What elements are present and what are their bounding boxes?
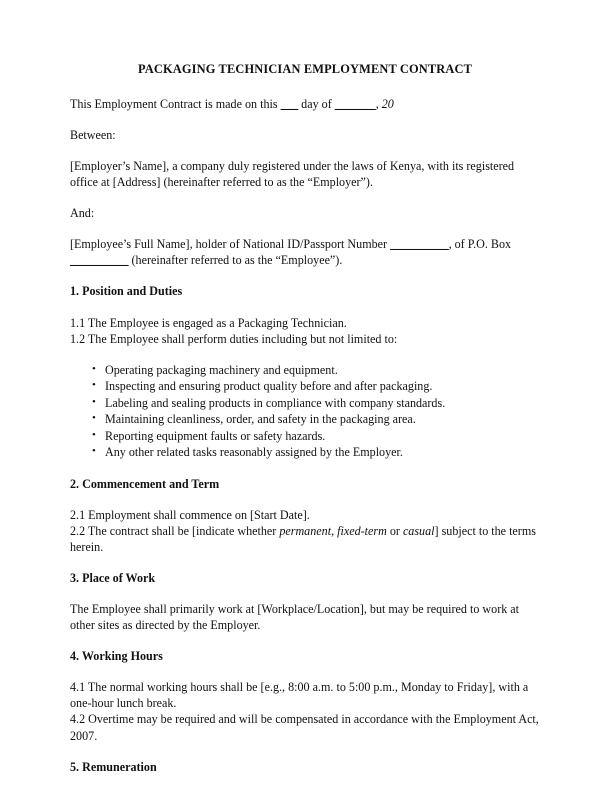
intro-month-blank: _______	[334, 96, 376, 111]
term-type-permanent: permanent	[279, 523, 332, 538]
page-title: PACKAGING TECHNICIAN EMPLOYMENT CONTRACT	[137, 62, 473, 76]
employee-party-paragraph	[70, 236, 540, 268]
section-heading-place-of-work: 3. Place of Work	[70, 570, 156, 585]
section-heading-commencement-and-term: 2. Commencement and Term	[70, 476, 220, 491]
employee-pobox-blank: __________	[70, 253, 129, 268]
clause-2-2-part2: ,	[331, 523, 338, 538]
section-1-clauses	[70, 315, 540, 347]
intro-year: 20	[381, 96, 394, 111]
intro-day-blank: ___	[280, 96, 299, 111]
list-item: • Inspecting and ensuring product quality before and after packaging.	[70, 378, 540, 395]
term-type-casual: casual	[402, 523, 435, 538]
intro-middle: day of	[298, 96, 335, 111]
section-4-clauses	[70, 679, 540, 743]
clause-2-1: 2.1 Employment shall commence on [Start Date].	[70, 507, 310, 522]
employee-id-blank: __________	[390, 237, 449, 252]
list-item: • Operating packaging machinery and equipment.	[70, 362, 540, 379]
clause-2-2-part4: ] subject to the terms herein.	[70, 523, 536, 554]
clause-4-2: 4.2 Overtime may be required and will be compensated in accordance with the Employment Act, 2007.	[70, 712, 539, 743]
duties-bullet-list	[70, 362, 540, 461]
and-label: And:	[70, 206, 95, 221]
intro-paragraph	[70, 96, 540, 112]
clause-2-2-part1: 2.2 The contract shall be [indicate whether	[70, 523, 280, 538]
section-3-body: The Employee shall primarily work at [Workplace/Location], but may be required to work at other sites as directed by the Employer.	[70, 602, 520, 633]
clause-1-2: 1.2 The Employee shall perform duties including but not limited to:	[70, 331, 398, 346]
list-item: • Reporting equipment faults or safety hazards.	[70, 428, 540, 445]
section-2-clauses	[70, 507, 540, 555]
intro-suffix: ,	[375, 96, 382, 111]
list-item: • Maintaining cleanliness, order, and safety in the packaging area.	[70, 411, 540, 428]
between-label: Between:	[70, 127, 116, 142]
employee-party-part3: (hereinafter referred to as the “Employee”).	[128, 253, 343, 268]
clause-2-2-part3: or	[386, 523, 403, 538]
term-type-fixed-term: fixed-term	[337, 523, 387, 538]
intro-prefix: This Employment Contract is made on this	[70, 96, 281, 111]
section-heading-working-hours: 4. Working Hours	[70, 649, 163, 664]
clause-2-2	[70, 523, 540, 555]
clause-1-1: 1.1 The Employee is engaged as a Packaging Technician.	[70, 315, 347, 330]
employee-party-part1: [Employee’s Full Name], holder of National ID/Passport Number	[70, 237, 391, 252]
list-item: • Any other related tasks reasonably assigned by the Employer.	[70, 444, 540, 461]
section-heading-position-and-duties: 1. Position and Duties	[70, 284, 183, 299]
employer-party-paragraph: [Employer’s Name], a company duly registered under the laws of Kenya, with its registered office at [Address] (hereinafter referred to as the “Employer”).	[70, 159, 515, 190]
list-item: • Labeling and sealing products in compliance with company standards.	[70, 395, 540, 412]
employee-party-part2: , of P.O. Box	[448, 237, 512, 252]
section-heading-remuneration: 5. Remuneration	[70, 759, 157, 774]
clause-4-1: 4.1 The normal working hours shall be [e.g., 8:00 a.m. to 5:00 p.m., Monday to Friday], with a one-hour lunch break.	[70, 680, 529, 711]
